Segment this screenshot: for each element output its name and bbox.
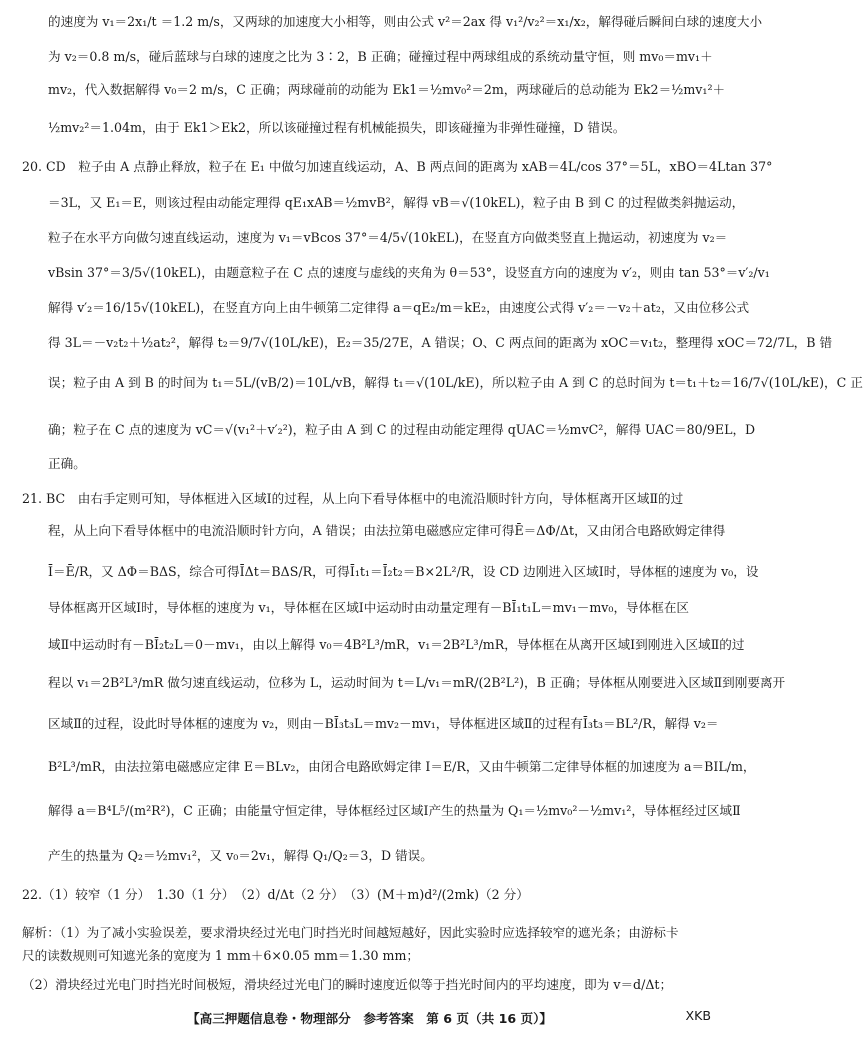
answer-21-head: 21. BC 由右手定则可知，导体框进入区域Ⅰ的过程，从上向下看导体框中的电流沿顺时针方向，导体框离开区域Ⅱ的过 xyxy=(22,491,684,506)
text-line: B²L³/mR，由法拉第电磁感应定律 E＝BLv₂，由闭合电路欧姆定律 I＝E/R，又由牛顿第二定律导体框的加速度为 a＝BIL/m， xyxy=(48,759,756,774)
text-line: vBsin 37°＝3/5√(10kEL)，由题意粒子在 C 点的速度与虚线的夹角为 θ＝53°，设竖直方向的速度为 v′₂，则由 tan 53°＝v′₂/v₁ xyxy=(48,265,770,280)
text-line: 域Ⅱ中运动时有－BĪ₂t₂L＝0－mv₁，由以上解得 v₀＝4B²L³/mR，v₁＝2B²L³/mR，导体框在从离开区域Ⅰ到刚进入区域Ⅱ的过 xyxy=(48,637,745,652)
text-line: 解析：（1）为了减小实验误差，要求滑块经过光电门时挡光时间越短越好，因此实验时应选择较窄的遮光条；由游标卡 xyxy=(22,925,679,940)
text-line: 误；粒子由 A 到 B 的时间为 t₁＝5L/(vB/2)＝10L/vB，解得 t₁＝√(10L/kE)，所以粒子由 A 到 C 的总时间为 t＝t₁＋t₂＝16/7√(10L/kE)，C 正 xyxy=(48,375,863,390)
text-line: （2）滑块经过光电门时挡光时间极短，滑块经过光电门的瞬时速度近似等于挡光时间内的平均速度，即为 v＝d/Δt； xyxy=(22,977,673,992)
text-line: 为 v₂＝0.8 m/s，碰后蓝球与白球的速度之比为 3∶2，B 正确；碰撞过程中两球组成的系统动量守恒，则 mv₀＝mv₁＋ xyxy=(48,49,713,64)
text-line: 尺的读数规则可知遮光条的宽度为 1 mm＋6×0.05 mm＝1.30 mm； xyxy=(22,948,420,963)
text-line: 产生的热量为 Q₂＝½mv₁²，又 v₀＝2v₁，解得 Q₁/Q₂＝3，D 错误。 xyxy=(48,848,433,863)
text-line: 正确。 xyxy=(48,456,86,471)
text-line: ½mv₂²＝1.04m，由于 Ek1＞Ek2，所以该碰撞过程有机械能损失，即该碰撞为非弹性碰撞，D 错误。 xyxy=(48,120,626,135)
answer-20-head: 20. CD 粒子由 A 点静止释放，粒子在 E₁ 中做匀加速直线运动，A、B 两点间的距离为 xAB＝4L/cos 37°＝5L，xBO＝4Ltan 37° xyxy=(22,159,773,174)
answer-22-head: 22.（1）较窄（1 分） 1.30（1 分） （2）d/Δt（2 分） （3）(M＋m)d²/(2mk)（2 分） xyxy=(22,887,529,902)
text-line: Ī＝Ē/R，又 ΔΦ＝BΔS，综合可得ĪΔt＝BΔS/R，可得Ī₁t₁＝Ī₂t₂＝B×2L²/R，设 CD 边刚进入区域Ⅰ时，导体框的速度为 v₀，设 xyxy=(48,564,759,579)
text-line: ＝3L，又 E₁＝E，则该过程由动能定理得 qE₁xAB＝½mvB²，解得 vB＝√(10kEL)，粒子由 B 到 C 的过程做类斜抛运动， xyxy=(48,195,745,210)
text-line: 区域Ⅱ的过程，设此时导体框的速度为 v₂，则由－BĪ₃t₃L＝mv₂－mv₁，导体框进区域Ⅱ的过程有Ī₃t₃＝BL²/R，解得 v₂＝ xyxy=(48,716,719,731)
footer-code: XKB xyxy=(685,1008,711,1023)
text-line: 程，从上向下看导体框中的电流沿顺时针方向，A 错误；由法拉第电磁感应定律可得Ē＝ΔΦ/Δt，又由闭合电路欧姆定律得 xyxy=(48,523,726,538)
text-line: 程以 v₁＝2B²L³/mR 做匀速直线运动，位移为 L，运动时间为 t＝L/v₁＝mR/(2B²L²)，B 正确；导体框从刚要进入区域Ⅱ到刚要离开 xyxy=(48,675,786,690)
text-line: 解得 a＝B⁴L⁵/(m²R²)，C 正确；由能量守恒定律，导体框经过区域Ⅰ产生的热量为 Q₁＝½mv₀²－½mv₁²，导体框经过区域Ⅱ xyxy=(48,803,741,818)
text-line: 得 3L＝－v₂t₂＋½at₂²，解得 t₂＝9/7√(10L/kE)，E₂＝35/27E，A 错误；O、C 两点间的距离为 xOC＝v₁t₂，整理得 xOC＝72/7L，B 错 xyxy=(48,335,833,350)
text-line: 确；粒子在 C 点的速度为 vC＝√(v₁²＋v′₂²)，粒子由 A 到 C 的过程由动能定理得 qUAC＝½mvC²，解得 UAC＝80/9EL，D xyxy=(48,422,756,437)
text-line: 解得 v′₂＝16/15√(10kEL)，在竖直方向上由牛顿第二定律得 a＝qE₂/m＝kE₂，由速度公式得 v′₂＝－v₂＋at₂，又由位移公式 xyxy=(48,300,750,315)
text-line: mv₂，代入数据解得 v₀＝2 m/s，C 正确；两球碰前的动能为 Ek1＝½mv₀²＝2m，两球碰后的总动能为 Ek2＝½mv₁²＋ xyxy=(48,82,726,97)
page-footer: 【高三押题信息卷・物理部分 参考答案 第 6 页（共 16 页）】 xyxy=(187,1011,552,1026)
text-line: 的速度为 v₁＝2x₁/t ＝1.2 m/s，又两球的加速度大小相等，则由公式 v²＝2ax 得 v₁²/v₂²＝x₁/x₂，解得碰后瞬间白球的速度大小 xyxy=(48,14,763,29)
text-line: 粒子在水平方向做匀速直线运动，速度为 v₁＝vBcos 37°＝4/5√(10kEL)，在竖直方向做类竖直上抛运动，初速度为 v₂＝ xyxy=(48,230,728,245)
text-line: 导体框离开区域Ⅰ时，导体框的速度为 v₁，导体框在区域Ⅰ中运动时由动量定理有－BĪ₁t₁L＝mv₁－mv₀，导体框在区 xyxy=(48,600,690,615)
